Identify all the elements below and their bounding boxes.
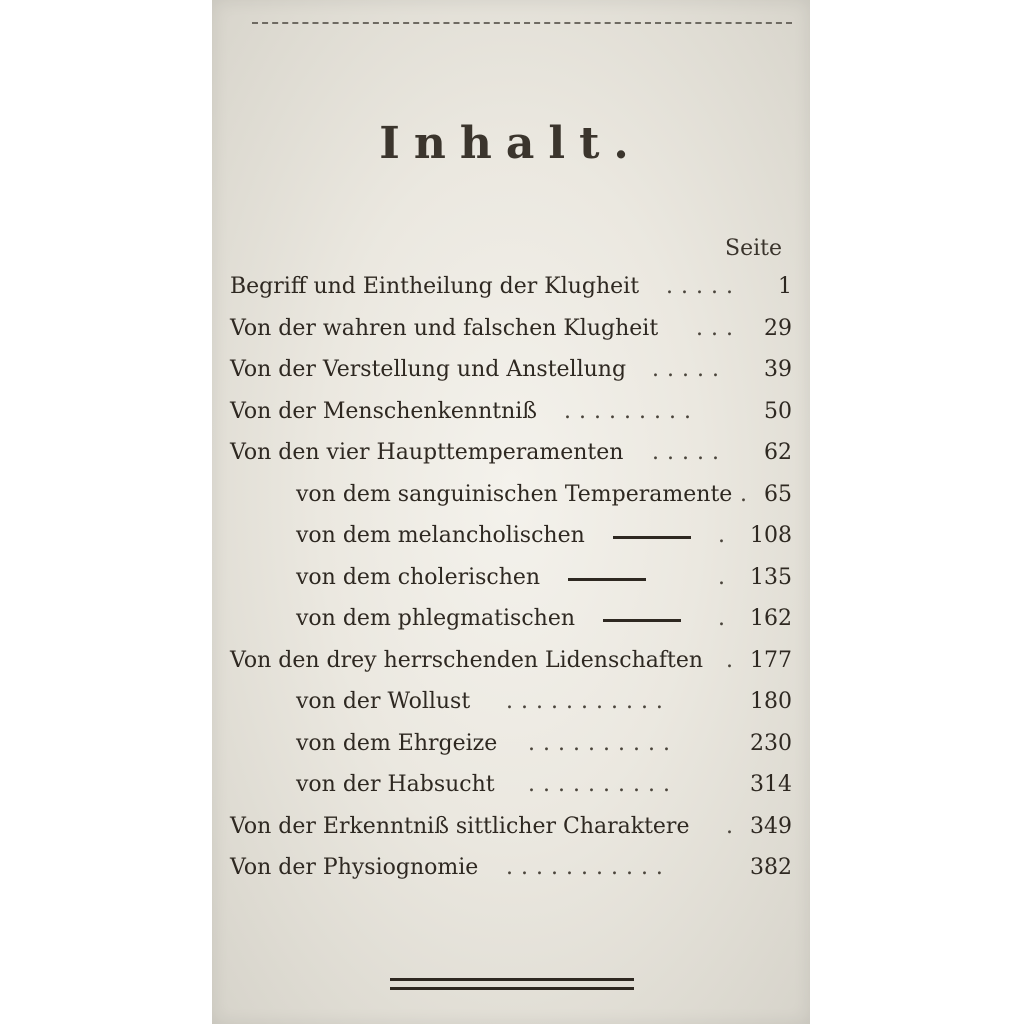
toc-entry-title: Von der Physiognomie xyxy=(230,855,479,880)
page-title: Inhalt. xyxy=(379,118,643,169)
toc-entry-page: 39 xyxy=(764,357,792,382)
leader-dots: ... xyxy=(696,315,741,341)
bottom-double-rule xyxy=(390,978,634,996)
leader-dots: . xyxy=(726,647,741,673)
toc-entry xyxy=(296,768,792,802)
toc-entry-page: 180 xyxy=(750,689,792,714)
toc-entry xyxy=(230,644,792,678)
leader-dash xyxy=(613,536,691,539)
toc-entry-page: 50 xyxy=(764,398,792,424)
toc-entry-page: 349 xyxy=(750,813,792,839)
leader-dots: ..... xyxy=(652,357,727,382)
toc-entry xyxy=(296,519,792,553)
leader-dots: ........... xyxy=(506,855,671,880)
toc-entry-title: von dem melancholischen xyxy=(296,523,585,548)
toc-entry xyxy=(296,727,792,761)
leader-dots: .......... xyxy=(528,730,678,756)
toc-entry-page: 177 xyxy=(750,647,792,673)
toc-entry-page: 108 xyxy=(750,523,792,548)
toc-entry-page: 135 xyxy=(750,564,792,590)
leader-dots: ..... xyxy=(666,274,741,299)
book-page xyxy=(212,0,810,1024)
toc-entry-page: 230 xyxy=(750,730,792,756)
toc-entry xyxy=(296,602,792,636)
leader-dash xyxy=(568,578,646,581)
toc-entry-title: von dem cholerischen xyxy=(296,564,541,590)
leader-dots: . xyxy=(718,606,733,631)
toc-entry xyxy=(230,810,792,844)
toc-entry-page: 62 xyxy=(764,440,792,465)
toc-entry-title: von dem phlegmatischen xyxy=(296,606,576,631)
toc-entry xyxy=(296,685,792,719)
toc-entry xyxy=(230,436,792,470)
toc-entry-title: von dem sanguinischen Temperamente xyxy=(296,481,733,507)
leader-dots: . xyxy=(740,481,755,507)
page-column-header: Seite xyxy=(725,236,782,261)
toc-entry-title: Begriff und Eintheilung der Klugheit xyxy=(230,274,640,299)
toc-entry xyxy=(296,561,792,595)
toc-entry-title: Von der Menschenkenntniß xyxy=(230,398,538,424)
toc-entry-title: Von der wahren und falschen Klugheit xyxy=(230,315,659,341)
leader-dots: . xyxy=(718,523,733,548)
leader-dots: . xyxy=(726,813,741,839)
leader-dots: ......... xyxy=(564,398,699,424)
leader-dots: ..... xyxy=(652,440,727,465)
toc-entry xyxy=(230,395,792,429)
bottom-rule-line xyxy=(390,987,634,990)
leader-dots: . xyxy=(718,564,733,590)
toc-entry-title: Von den vier Haupttemperamenten xyxy=(230,440,624,465)
toc-entry xyxy=(296,478,792,512)
toc-entry xyxy=(230,270,792,304)
toc-entry-page: 65 xyxy=(764,481,792,507)
top-rule xyxy=(252,22,792,24)
toc-entry xyxy=(230,353,792,387)
toc-entry-title: von dem Ehrgeize xyxy=(296,730,498,756)
toc-entry-page: 382 xyxy=(750,855,792,880)
toc-entry-title: Von den drey herrschenden Lidenschaften xyxy=(230,647,704,673)
toc-entry-page: 162 xyxy=(750,606,792,631)
toc-entry-page: 29 xyxy=(764,315,792,341)
toc-entry xyxy=(230,851,792,885)
leader-dots: ........... xyxy=(506,689,671,714)
toc-entry-page: 1 xyxy=(778,274,792,299)
bottom-rule-line xyxy=(390,978,634,981)
toc-entry-page: 314 xyxy=(750,772,792,797)
toc-entry-title: von der Habsucht xyxy=(296,772,495,797)
leader-dash xyxy=(603,619,681,622)
toc-entry-title: Von der Erkenntniß sittlicher Charaktere xyxy=(230,813,690,839)
toc-entry-title: von der Wollust xyxy=(296,689,471,714)
toc-entry-title: Von der Verstellung und Anstellung xyxy=(230,357,627,382)
toc-entry xyxy=(230,312,792,346)
leader-dots: .......... xyxy=(528,772,678,797)
